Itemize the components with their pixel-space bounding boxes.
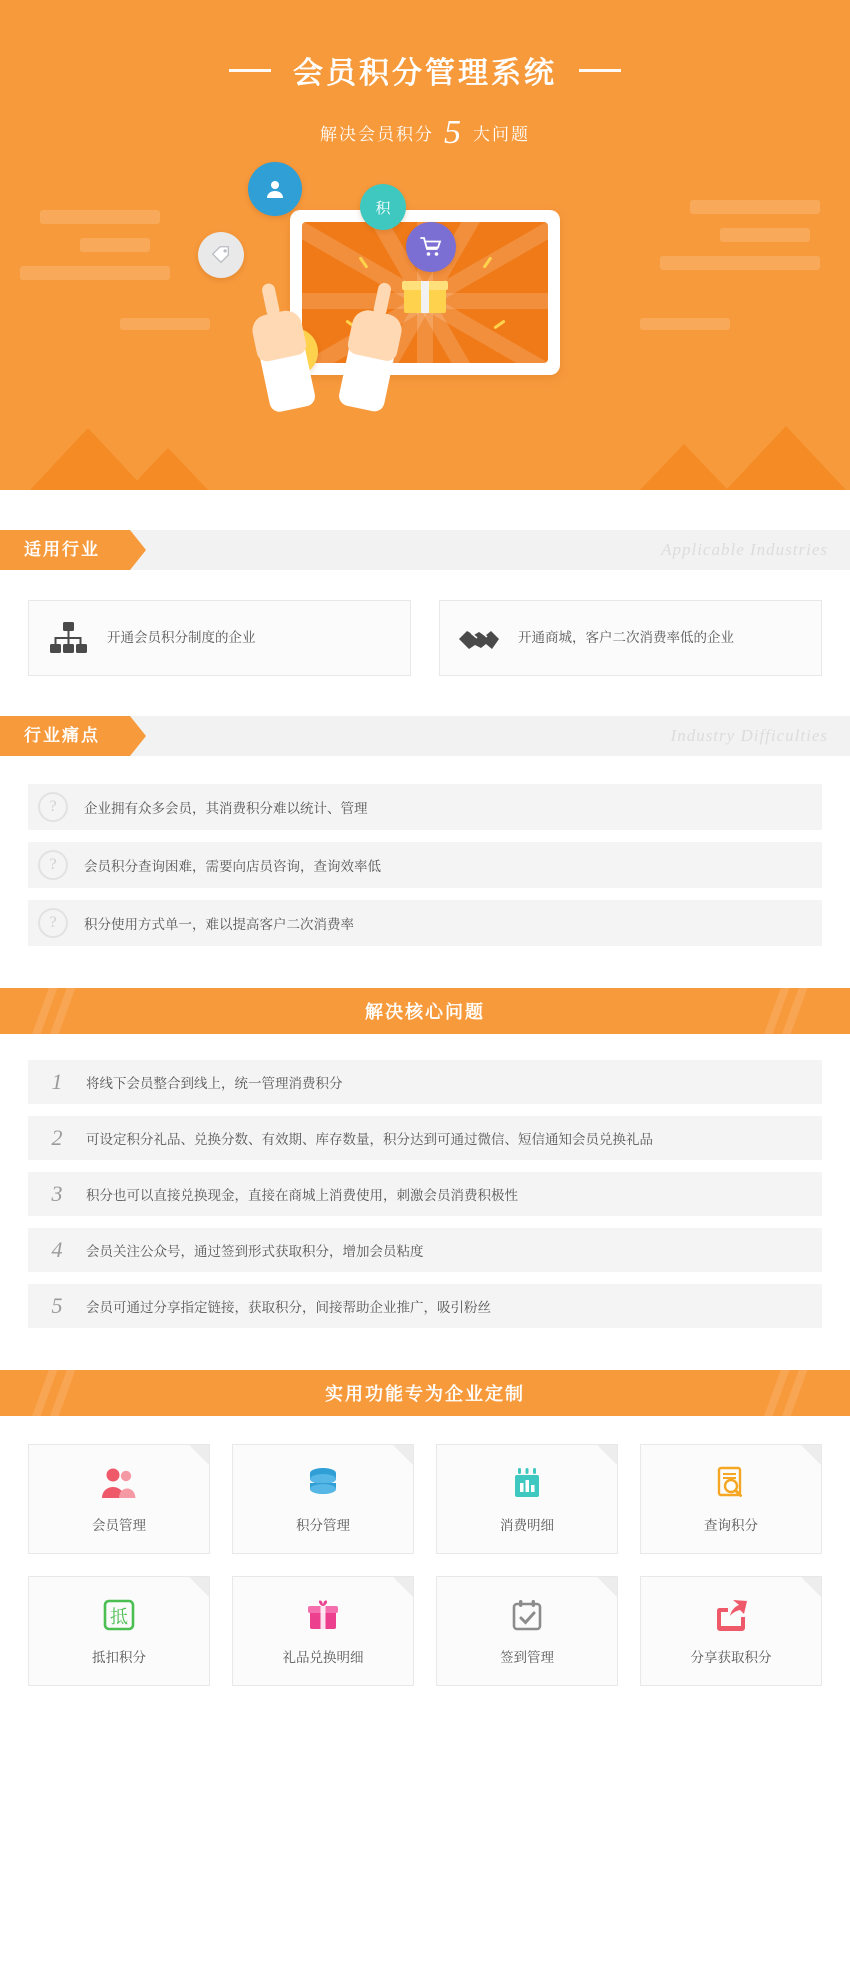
list-item	[28, 1228, 822, 1272]
list-item	[28, 1060, 822, 1104]
industry-card-text: 开通商城，客户二次消费率低的企业	[518, 629, 734, 645]
feature-card-share[interactable]	[640, 1576, 822, 1686]
industry-cards	[0, 570, 850, 676]
industry-card[interactable]	[28, 600, 411, 676]
question-icon: ?	[38, 850, 68, 880]
industry-card-text: 开通会员积分制度的企业	[107, 629, 256, 645]
feature-label: 签到管理	[500, 1650, 554, 1665]
pain-text: 企业拥有众多会员，其消费积分难以统计、管理	[84, 801, 368, 816]
question-icon: ?	[38, 908, 68, 938]
bubble-coupon[interactable]	[198, 232, 244, 278]
section-title-solution: 解决核心问题	[365, 1002, 485, 1022]
corner-fold	[597, 1577, 617, 1597]
corner-fold	[597, 1445, 617, 1465]
solution-text: 可设定积分礼品、兑换分数、有效期、库存数量，积分达到可通过微信、短信通知会员兑换礼品	[86, 1132, 653, 1147]
section-header-features	[0, 1370, 850, 1416]
palm	[346, 307, 404, 362]
page-title: 会员积分管理系统	[293, 57, 557, 90]
bubble-points[interactable]	[360, 184, 406, 230]
section-header-pain	[0, 716, 850, 756]
solution-text: 会员关注公众号，通过签到形式获取积分，增加会员粘度	[86, 1244, 424, 1259]
svg-text:抵: 抵	[110, 1607, 128, 1628]
list-item	[28, 784, 822, 830]
feature-label: 分享获取积分	[690, 1650, 772, 1665]
feature-label: 会员管理	[92, 1518, 146, 1533]
feature-card-points[interactable]	[232, 1444, 414, 1554]
gift-icon	[305, 1596, 341, 1634]
industry-card[interactable]	[439, 600, 822, 676]
bubble-points-label: 积	[375, 199, 391, 217]
members-icon	[100, 1464, 138, 1502]
solution-list	[0, 1034, 850, 1328]
handshake-icon	[456, 615, 502, 661]
corner-fold	[801, 1445, 821, 1465]
search-doc-icon	[714, 1464, 748, 1502]
feature-label: 查询积分	[704, 1518, 758, 1533]
list-item	[28, 1284, 822, 1328]
finger	[372, 282, 392, 318]
section-tag-industry: 适用行业	[0, 530, 130, 570]
section-header-industry	[0, 530, 850, 570]
coins-icon	[304, 1464, 342, 1502]
feature-label: 消费明细	[500, 1518, 554, 1533]
feature-grid	[0, 1416, 850, 1720]
solution-number: 3	[51, 1181, 63, 1206]
checkin-icon	[510, 1596, 544, 1634]
solution-number: 4	[51, 1237, 63, 1262]
corner-fold	[189, 1577, 209, 1597]
solution-number: 1	[51, 1069, 63, 1094]
feature-label: 礼品兑换明细	[282, 1650, 364, 1665]
feature-card-gift[interactable]	[232, 1576, 414, 1686]
feature-label: 积分管理	[296, 1518, 350, 1533]
pain-point-list	[0, 756, 850, 946]
title-dash-right	[579, 69, 621, 72]
deduct-icon	[101, 1596, 137, 1634]
hero-banner	[0, 0, 850, 490]
list-item	[28, 1172, 822, 1216]
tag-icon	[210, 244, 232, 266]
hero-subtitle	[0, 114, 850, 152]
corner-fold	[189, 1445, 209, 1465]
share-icon	[713, 1596, 749, 1634]
bubble-member[interactable]	[248, 162, 302, 216]
feature-card-consumption[interactable]	[436, 1444, 618, 1554]
corner-fold	[801, 1577, 821, 1597]
list-item	[28, 900, 822, 946]
feature-card-deduct[interactable]	[28, 1576, 210, 1686]
bubble-cart[interactable]	[406, 222, 456, 272]
org-chart-icon	[45, 615, 91, 661]
corner-fold	[393, 1445, 413, 1465]
title-dash-left	[229, 69, 271, 72]
chart-icon	[509, 1464, 545, 1502]
hero-subtitle-before: 解决会员积分	[320, 125, 434, 144]
solution-text: 积分也可以直接兑换现金，直接在商城上消费使用，刺激会员消费积极性	[86, 1188, 518, 1203]
list-item	[28, 1116, 822, 1160]
hero-subtitle-after: 大问题	[473, 125, 530, 144]
solution-number: 5	[51, 1293, 63, 1318]
hero-subtitle-number: 5	[444, 114, 463, 151]
section-en-pain: Industry Difficulties	[670, 726, 828, 745]
finger	[261, 282, 281, 318]
hero-title-row	[0, 48, 850, 92]
corner-fold	[393, 1577, 413, 1597]
spark	[493, 320, 505, 330]
feature-card-members[interactable]	[28, 1444, 210, 1554]
cart-icon	[419, 235, 443, 259]
section-title-features: 实用功能专为企业定制	[325, 1384, 525, 1404]
solution-text: 将线下会员整合到线上，统一管理消费积分	[86, 1076, 343, 1091]
feature-card-query[interactable]	[640, 1444, 822, 1554]
gift-band	[421, 281, 429, 313]
solution-number: 2	[51, 1125, 63, 1150]
section-en-industry: Applicable Industries	[661, 540, 828, 559]
section-tag-pain: 行业痛点	[0, 716, 130, 756]
solution-text: 会员可通过分享指定链接，获取积分，间接帮助企业推广，吸引粉丝	[86, 1300, 491, 1315]
pain-text: 积分使用方式单一，难以提高客户二次消费率	[84, 917, 354, 932]
user-icon	[263, 177, 287, 201]
section-header-solution	[0, 988, 850, 1034]
feature-card-checkin[interactable]	[436, 1576, 618, 1686]
hero-illustration	[0, 200, 850, 460]
feature-label: 抵扣积分	[92, 1650, 146, 1665]
list-item	[28, 842, 822, 888]
pain-text: 会员积分查询困难，需要向店员咨询，查询效率低	[84, 859, 381, 874]
question-icon: ?	[38, 792, 68, 822]
